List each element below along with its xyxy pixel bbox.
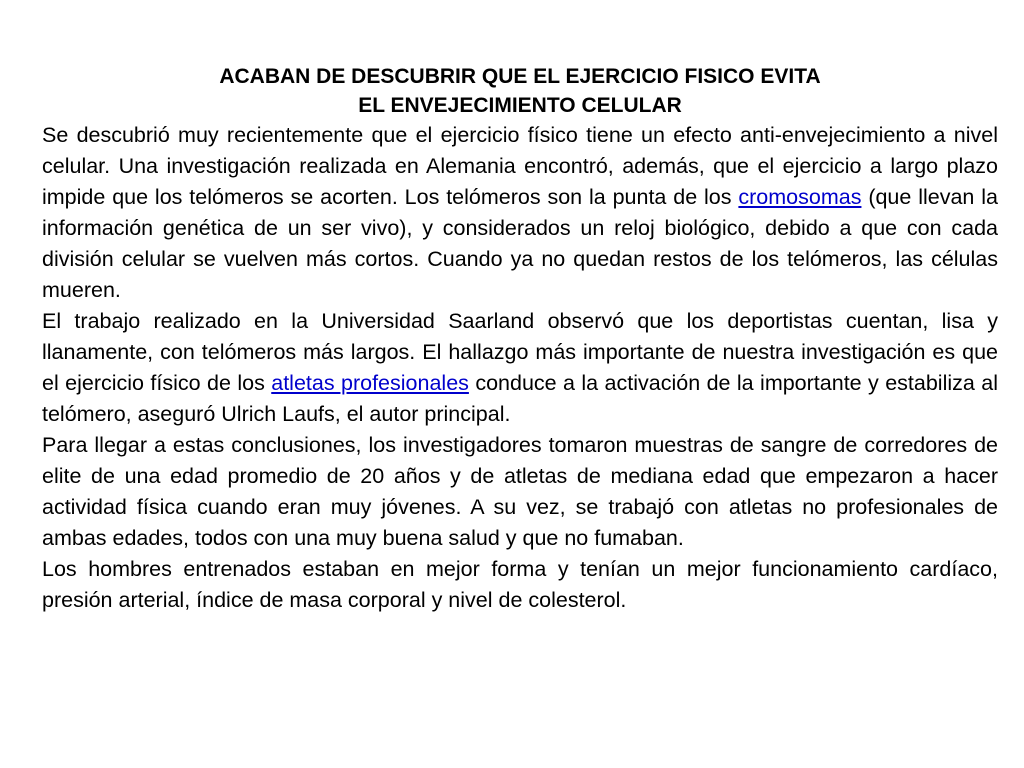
paragraph-4: Los hombres entrenados estaban en mejor forma y tenían un mejor funcionamiento cardíaco, presión arterial, índice de masa corporal y nivel de colesterol.: [42, 557, 998, 612]
paragraph-1-text-after: (que llevan la información genética de un ser vivo), y considerados un reloj biológico, debido a que con cada división celular se vuelven más cortos. Cuando ya no quedan restos de los telómeros, las células mueren.: [42, 185, 998, 302]
page-title: [42, 62, 998, 120]
paragraph-1: [42, 120, 998, 306]
paragraph-1-text-before: Se descubrió muy recientemente que el ejercicio físico tiene un efecto anti-envejecimiento a nivel celular. Una investigación realizada en Alemania encontró, además, que el ejercicio a largo plazo impide que los telómeros se acorten. Los telómeros son la punta de los: [42, 123, 998, 209]
slide-content: [42, 62, 998, 616]
paragraph-2-text-before: El trabajo realizado en la Universidad Saarland observó que los deportistas cuentan, lisa y llanamente, con telómeros más largos. El hallazgo más importante de nuestra investigación es que el ejercicio físico de los: [42, 309, 998, 395]
link-cromosomas[interactable]: cromosomas: [738, 185, 862, 209]
title-line-2: EL ENVEJECIMIENTO CELULAR: [358, 94, 682, 117]
paragraph-2: [42, 306, 998, 430]
link-atletas-profesionales[interactable]: atletas profesionales: [271, 371, 469, 395]
paragraph-2-text-after: conduce a la activación de la importante y estabiliza al telómero, aseguró Ulrich Laufs, el autor principal.: [42, 371, 998, 426]
title-line-1: ACABAN DE DESCUBRIR QUE EL EJERCICIO FISICO EVITA: [219, 65, 821, 88]
paragraph-3: Para llegar a estas conclusiones, los investigadores tomaron muestras de sangre de corredores de elite de una edad promedio de 20 años y de atletas de mediana edad que empezaron a hacer actividad física cuando eran muy jóvenes. A su vez, se trabajó con atletas no profesionales de ambas edades, todos con una muy buena salud y que no fumaban.: [42, 433, 998, 550]
